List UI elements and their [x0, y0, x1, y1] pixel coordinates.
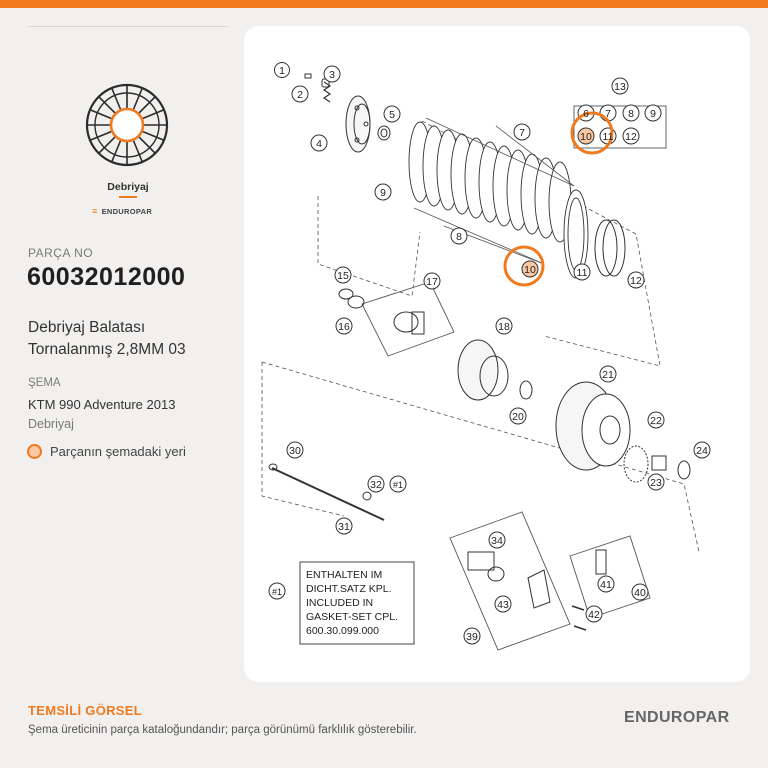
callout-5: 5 — [389, 109, 395, 121]
diagram-card — [244, 26, 750, 682]
brand-name-large: ENDUROPAR — [624, 709, 730, 726]
top-accent-bar — [0, 0, 768, 8]
brand-mark-icon: ≡ — [92, 206, 98, 216]
kit-item-9: 9 — [650, 108, 656, 120]
callout-21: 21 — [602, 369, 614, 381]
schema-model: KTM 990 Adventure 2013 — [28, 397, 176, 412]
callout-ref-1: #1 — [392, 480, 404, 490]
callout-7: 7 — [519, 127, 525, 139]
kit-item-6: 6 — [583, 108, 589, 120]
category-underline — [119, 196, 137, 198]
callout-20: 20 — [512, 411, 524, 423]
callout-31: 31 — [338, 521, 350, 533]
callout-11: 11 — [576, 267, 588, 279]
callout-1: 1 — [279, 65, 285, 77]
callout-16: 16 — [338, 321, 350, 333]
note-ref: #1 — [271, 587, 283, 597]
callout-39: 39 — [466, 631, 478, 643]
callout-30: 30 — [289, 445, 301, 457]
callout-12: 12 — [630, 275, 642, 287]
callout-23: 23 — [650, 477, 662, 489]
highlight-marker-icon — [27, 444, 42, 459]
callout-9: 9 — [380, 187, 386, 199]
brand-name-small: ENDUROPAR — [101, 206, 153, 216]
callout-42: 42 — [588, 609, 600, 621]
note-line-3: INCLUDED IN — [306, 597, 374, 609]
representative-image-title: TEMSİLİ GÖRSEL — [28, 703, 142, 718]
callout-8: 8 — [456, 231, 462, 243]
callout-43: 43 — [497, 599, 509, 611]
callout-15: 15 — [337, 270, 349, 282]
exploded-parts-diagram — [244, 26, 750, 682]
category-name: Debriyaj — [107, 181, 149, 193]
clutch-wheel-icon — [84, 82, 170, 168]
callout-40: 40 — [634, 587, 646, 599]
callout-34: 34 — [491, 535, 503, 547]
clutch-plate-stack — [409, 122, 588, 278]
note-line-2: DICHT.SATZ KPL. — [306, 583, 392, 595]
callout-41: 41 — [600, 579, 612, 591]
note-line-1: ENTHALTEN IM — [306, 569, 383, 581]
kit-item-11: 11 — [602, 131, 614, 143]
part-number-label: PARÇA NO — [28, 246, 94, 260]
kit-item-7: 7 — [605, 108, 611, 120]
callout-32: 32 — [370, 479, 382, 491]
part-name: Debriyaj Balatası Tornalanmış 2,8MM 03 — [28, 319, 186, 358]
callout-22: 22 — [650, 415, 662, 427]
kit-item-8: 8 — [628, 108, 634, 120]
callout-3: 3 — [329, 69, 335, 81]
top-divider — [28, 26, 228, 27]
part-number: 60032012000 — [27, 263, 186, 291]
schema-group: Debriyaj — [28, 417, 74, 431]
callout-4: 4 — [316, 138, 322, 150]
callout-17: 17 — [426, 276, 438, 288]
representative-image-note: Şema üreticinin parça kataloğundandır; parça görünümü farklılık gösterebilir. — [28, 724, 417, 736]
callout-18: 18 — [498, 321, 510, 333]
schema-label: ŞEMA — [28, 377, 61, 389]
legend-text: Parçanın şemadaki yeri — [50, 444, 186, 459]
kit-item-12: 12 — [625, 131, 637, 143]
callout-10: 10 — [524, 264, 536, 276]
legend — [27, 444, 186, 459]
note-line-4: GASKET-SET CPL. — [306, 611, 399, 623]
callout-13: 13 — [614, 81, 626, 93]
callout-2: 2 — [297, 89, 303, 101]
note-line-5: 600.30.099.000 — [306, 625, 379, 637]
callout-24: 24 — [696, 445, 708, 457]
brand-logo-small — [92, 206, 152, 216]
kit-item-10: 10 — [580, 131, 592, 143]
